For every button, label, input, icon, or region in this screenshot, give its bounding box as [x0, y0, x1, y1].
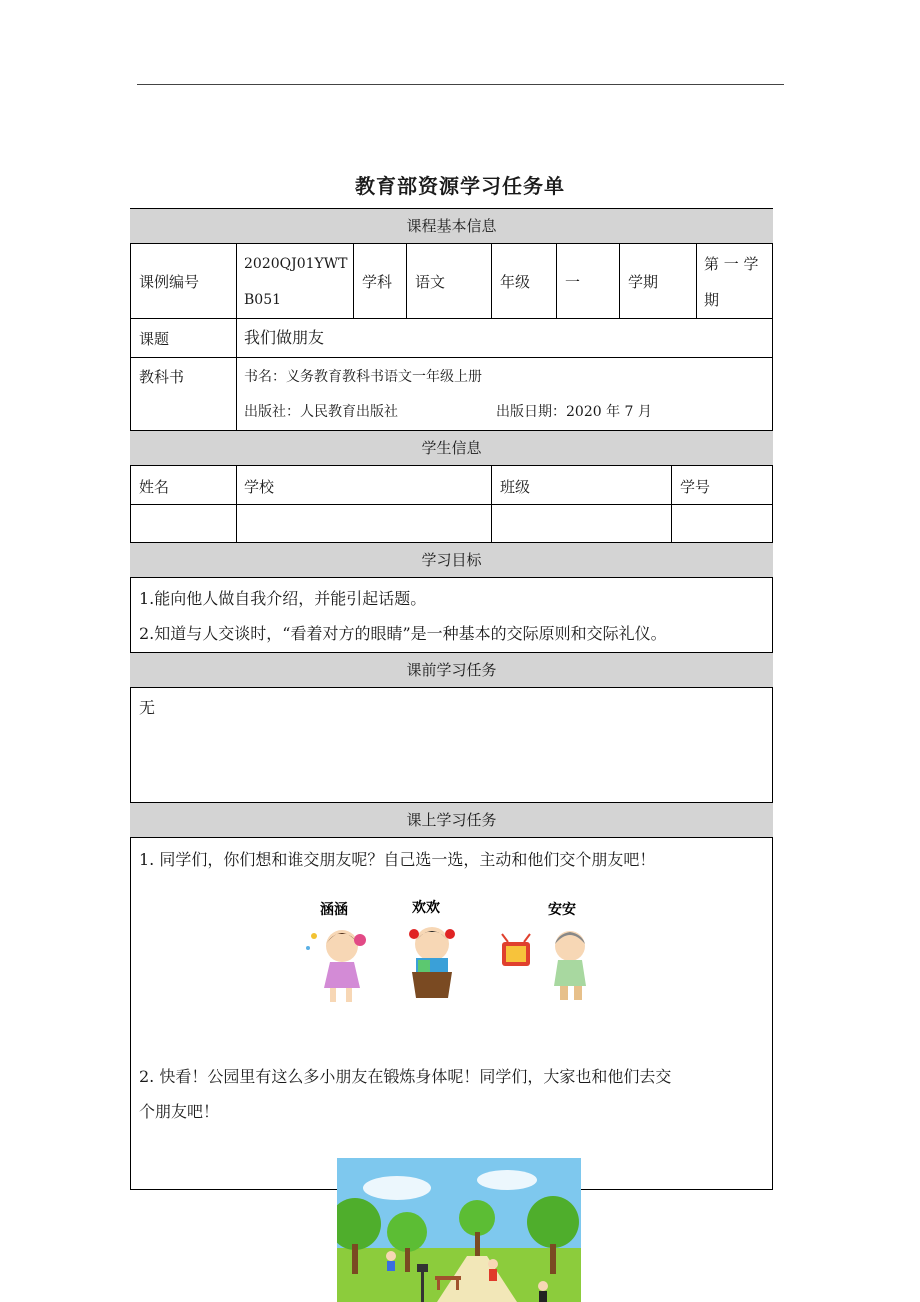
school-label: 学校 [244, 478, 275, 496]
goal-1: 1.能向他人做自我介绍，并能引起话题。 [139, 589, 427, 608]
subject-label: 学科 [362, 273, 393, 291]
park-illustration [337, 1158, 581, 1302]
goal-2: 2.知道与人交谈时，“看着对方的眼睛”是一种基本的交际原则和交际礼仪。 [139, 624, 667, 643]
case-no-value-1: 2020QJ01YWT [244, 256, 348, 272]
class-label: 班级 [500, 478, 531, 496]
grade-value: 一 [565, 273, 581, 291]
task-2-line-2: 个朋友吧！ [139, 1102, 220, 1121]
topic-value: 我们做朋友 [244, 328, 325, 347]
section-pre-task: 课前学习任务 [130, 652, 773, 688]
publish-date: 出版日期：2020 年 7 月 [496, 404, 652, 420]
child-icon [538, 1281, 548, 1302]
girl-reading-icon [409, 927, 455, 998]
task-2-line-1: 2. 快看！公园里有这么多小朋友在锻炼身体呢！同学们，大家也和他们去交 [139, 1067, 672, 1086]
boy-icon [554, 931, 586, 1000]
document-title: 教育部资源学习任务单 [355, 174, 565, 198]
section-in-class: 课上学习任务 [130, 802, 773, 838]
section-goals: 学习目标 [130, 542, 773, 578]
case-no-label: 课例编号 [139, 273, 200, 291]
task-1: 1. 同学们，你们想和谁交朋友呢？自己选一选，主动和他们交个朋友吧！ [139, 850, 656, 869]
tv-icon [502, 934, 530, 966]
textbook-label: 教科书 [139, 368, 185, 386]
section-basic-info: 课程基本信息 [130, 208, 773, 244]
col-divider [619, 244, 620, 318]
book-name: 书名：义务教育教科书语文一年级上册 [244, 369, 482, 385]
girl-singing-icon [306, 930, 366, 1002]
kid-name-2: 欢欢 [412, 900, 440, 916]
section-student-info: 学生信息 [130, 430, 773, 466]
term-value-2: 期 [704, 291, 720, 309]
col-divider [491, 244, 492, 318]
topic-label: 课题 [139, 330, 170, 348]
publisher: 出版社：人民教育出版社 [244, 404, 398, 420]
task-table [130, 208, 773, 1190]
kids-illustration [290, 888, 610, 1028]
name-label: 姓名 [139, 478, 170, 496]
col-divider [406, 244, 407, 318]
row-divider [130, 504, 773, 505]
child-icon [488, 1259, 498, 1281]
subject-value: 语文 [415, 273, 446, 291]
student-id-label: 学号 [680, 478, 711, 496]
term-value-1: 第 一 学 [704, 255, 759, 273]
case-no-value-2: B051 [244, 292, 282, 308]
row-divider [130, 357, 773, 358]
col-divider [556, 244, 557, 318]
row-divider [130, 318, 773, 319]
term-label: 学期 [628, 273, 659, 291]
col-divider [236, 244, 237, 430]
grade-label: 年级 [500, 273, 531, 291]
child-icon [386, 1251, 396, 1271]
col-divider [696, 244, 697, 318]
header-rule [137, 84, 784, 85]
col-divider [353, 244, 354, 318]
kid-name-1: 涵涵 [320, 902, 348, 918]
pre-task-text: 无 [139, 698, 156, 717]
kid-name-3: 安安 [548, 902, 576, 918]
